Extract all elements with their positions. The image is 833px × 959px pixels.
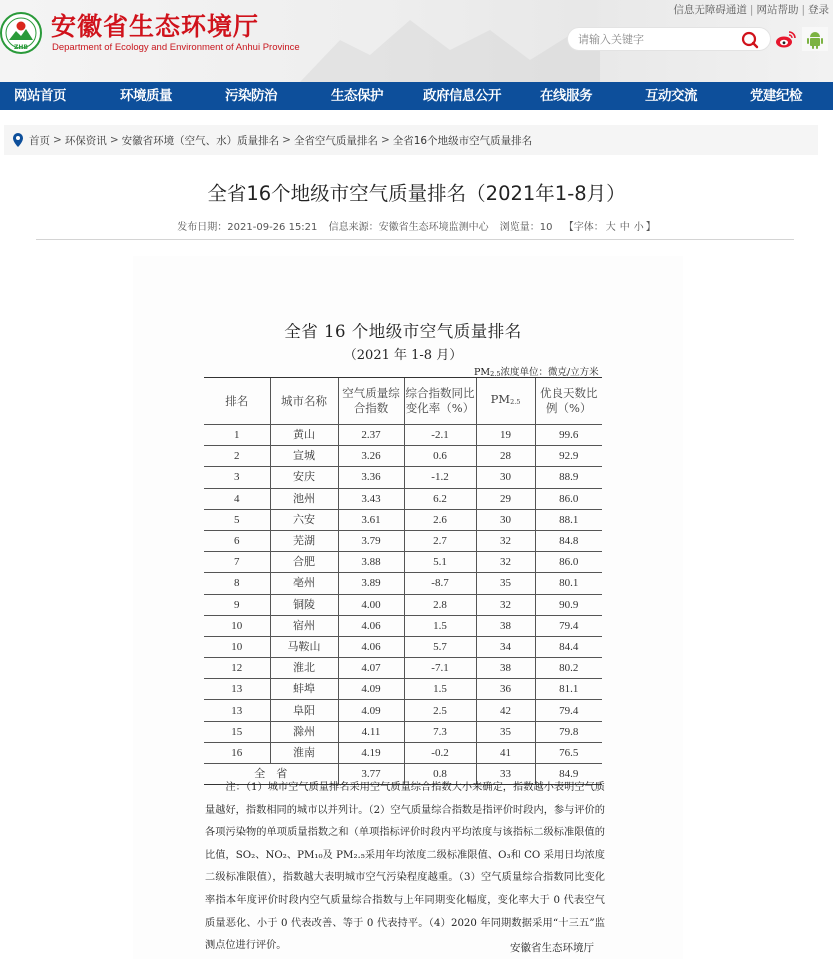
- cell-city: 池州: [270, 488, 338, 509]
- cell-good: 92.9: [535, 446, 602, 467]
- search-icon[interactable]: [740, 30, 760, 50]
- views-count: 10: [539, 222, 553, 233]
- publish-date: 2021-09-26 15:21: [227, 222, 318, 233]
- search-input[interactable]: [578, 31, 738, 48]
- table-row: [204, 488, 602, 509]
- accessibility-link[interactable]: 信息无障碍通道: [673, 4, 747, 16]
- cell-change: -0.2: [404, 742, 476, 763]
- breadcrumb-news[interactable]: 环保资讯: [64, 134, 107, 147]
- table-row: [204, 700, 602, 721]
- cell-total-pm25: 33: [476, 764, 535, 785]
- font-size-large[interactable]: 大: [605, 222, 616, 233]
- cell-pm25: 34: [476, 636, 535, 657]
- document-notes: 注：（1）城市空气质量排名采用空气质量综合指数大小来确定，指数越小表明空气质量越好，指数相同的城市以并列计。（2）空气质量综合指数是指评价时段内，参与评价的各项污染物的单项质量指数之和（单项指标评价时段内平均浓度与该指标二级标准限值的比值，SO₂、NO₂、PM₁₀及 PM₂.₅采用年均浓度二级标准限值、O₃和 CO 采用日均浓度二级标准限值），指数越大表明城市空气污染程度越重。（3）空气质量综合指数同比变化率指本年度评价时段内空气质量综合指数与上年同期变化幅度，变化率大于 0 代表空气质量恶化、小于 0 代表改善、等于 0 代表持平。（4）2020 年同期数据采用“十三五”监测点位进行评价。: [205, 782, 605, 952]
- cell-city: 铜陵: [270, 594, 338, 615]
- cell-total-index: 3.77: [338, 764, 404, 785]
- cell-city: 滁州: [270, 721, 338, 742]
- cell-good: 81.1: [535, 679, 602, 700]
- nav-item-online-service[interactable]: 在线服务: [540, 88, 592, 104]
- cell-city: 宣城: [270, 446, 338, 467]
- separator: |: [801, 4, 805, 16]
- cell-good: 86.0: [535, 488, 602, 509]
- cell-index: 4.06: [338, 615, 404, 636]
- cell-pm25: 42: [476, 700, 535, 721]
- cell-index: 3.61: [338, 509, 404, 530]
- article-title: 全省16个地级市空气质量排名（2021年1-8月）: [207, 182, 626, 205]
- table-row: [204, 573, 602, 594]
- cell-pm25: 30: [476, 509, 535, 530]
- cell-index: 4.11: [338, 721, 404, 742]
- cell-index: 3.88: [338, 552, 404, 573]
- cell-rank: 1: [204, 425, 270, 446]
- cell-pm25: 36: [476, 679, 535, 700]
- cell-change: -8.7: [404, 573, 476, 594]
- cell-change: 5.7: [404, 636, 476, 657]
- nav-item-gov-info[interactable]: 政府信息公开: [423, 88, 501, 104]
- cell-pm25: 32: [476, 530, 535, 551]
- cell-rank: 6: [204, 530, 270, 551]
- source: 安徽省生态环境监测中心: [378, 222, 489, 233]
- nav-item-environment-quality[interactable]: 环境质量: [120, 88, 172, 104]
- ranking-table: [204, 377, 602, 785]
- cell-good: 99.6: [535, 425, 602, 446]
- cell-change: 2.8: [404, 594, 476, 615]
- cell-change: 2.5: [404, 700, 476, 721]
- cell-city: 淮北: [270, 658, 338, 679]
- breadcrumb-separator: >: [380, 134, 390, 146]
- nav-item-ecology-protection[interactable]: 生态保护: [331, 88, 383, 104]
- breadcrumb-current[interactable]: 全省16个地级市空气质量排名: [392, 134, 533, 147]
- cell-change: -7.1: [404, 658, 476, 679]
- cell-rank: 5: [204, 509, 270, 530]
- cell-pm25: 41: [476, 742, 535, 763]
- cell-rank: 4: [204, 488, 270, 509]
- nav-item-pollution-control[interactable]: 污染防治: [225, 88, 277, 104]
- table-row: [204, 446, 602, 467]
- font-size-label-close: 】: [645, 222, 656, 233]
- divider: [36, 239, 794, 240]
- cell-pm25: 35: [476, 721, 535, 742]
- cell-city: 阜阳: [270, 700, 338, 721]
- table-row: [204, 594, 602, 615]
- col-pm25: $PM_{2.5}$: [476, 378, 535, 425]
- cell-index: 3.79: [338, 530, 404, 551]
- table-row: [204, 530, 602, 551]
- cell-change: 1.5: [404, 615, 476, 636]
- cell-change: 0.6: [404, 446, 476, 467]
- table-row: [204, 615, 602, 636]
- site-title: 安徽省生态环境厅: [51, 12, 260, 41]
- cell-index: 2.37: [338, 425, 404, 446]
- svg-text:ZHB: ZHB: [14, 44, 28, 51]
- cell-good: 76.5: [535, 742, 602, 763]
- separator: |: [749, 4, 754, 16]
- cell-rank: 10: [204, 615, 270, 636]
- android-button[interactable]: [802, 27, 828, 51]
- nav-item-home[interactable]: 网站首页: [14, 88, 66, 104]
- cell-index: 4.09: [338, 679, 404, 700]
- cell-index: 3.36: [338, 467, 404, 488]
- cell-index: 3.43: [338, 488, 404, 509]
- cell-good: 88.9: [535, 467, 602, 488]
- cell-rank: 9: [204, 594, 270, 615]
- logo-icon: [0, 6, 42, 60]
- cell-total-change: 0.8: [404, 764, 476, 785]
- cell-index: 4.00: [338, 594, 404, 615]
- main-nav: [0, 82, 833, 110]
- breadcrumb-home[interactable]: 首页: [29, 134, 50, 147]
- cell-good: 84.4: [535, 636, 602, 657]
- table-row: [204, 742, 602, 763]
- col-good-days: 优良天数比 例（%）: [535, 378, 602, 425]
- nav-item-interaction[interactable]: 互动交流: [645, 88, 697, 104]
- breadcrumb-quality-ranking[interactable]: 安徽省环境（空气、水）质量排名: [121, 134, 280, 147]
- cell-index: 4.06: [338, 636, 404, 657]
- col-city: 城市名称: [270, 378, 338, 425]
- cell-city: 蚌埠: [270, 679, 338, 700]
- mountain-background: [300, 0, 600, 82]
- cell-rank: 16: [204, 742, 270, 763]
- views-label: 浏览量：: [499, 222, 540, 233]
- breadcrumb-separator: >: [109, 134, 119, 146]
- cell-change: 1.5: [404, 679, 476, 700]
- search-box: [567, 27, 771, 51]
- cell-rank: 7: [204, 552, 270, 573]
- cell-rank: 13: [204, 679, 270, 700]
- document-subtitle: （2021 年 1-8 月）: [343, 348, 463, 363]
- font-size-medium[interactable]: 中: [619, 222, 630, 233]
- cell-good: 88.1: [535, 509, 602, 530]
- cell-index: 4.09: [338, 700, 404, 721]
- cell-good: 79.4: [535, 615, 602, 636]
- cell-good: 84.8: [535, 530, 602, 551]
- table-row: [204, 658, 602, 679]
- cell-pm25: 29: [476, 488, 535, 509]
- cell-rank: 3: [204, 467, 270, 488]
- cell-city: 宿州: [270, 615, 338, 636]
- table-row: [204, 636, 602, 657]
- cell-change: 2.6: [404, 509, 476, 530]
- cell-city: 合肥: [270, 552, 338, 573]
- cell-pm25: 28: [476, 446, 535, 467]
- table-row: [204, 552, 602, 573]
- cell-good: 80.2: [535, 658, 602, 679]
- weibo-icon[interactable]: [775, 29, 797, 49]
- nav-item-party-discipline[interactable]: 党建纪检: [750, 88, 802, 104]
- site-header: [0, 0, 833, 82]
- font-size-small[interactable]: 小: [633, 222, 644, 233]
- cell-change: 6.2: [404, 488, 476, 509]
- cell-total-good: 84.9: [535, 764, 602, 785]
- cell-city: 芜湖: [270, 530, 338, 551]
- col-change: 综合指数同比 变化率（%）: [404, 378, 476, 425]
- cell-rank: 10: [204, 636, 270, 657]
- top-links: [673, 2, 829, 17]
- location-pin-icon: [12, 133, 24, 147]
- cell-pm25: 19: [476, 425, 535, 446]
- cell-index: 4.07: [338, 658, 404, 679]
- cell-good: 79.4: [535, 700, 602, 721]
- cell-rank: 8: [204, 573, 270, 594]
- breadcrumb-air-ranking[interactable]: 全省空气质量排名: [293, 134, 378, 147]
- cell-good: 86.0: [535, 552, 602, 573]
- cell-pm25: 35: [476, 573, 535, 594]
- font-size-label: 【字体：: [563, 222, 604, 233]
- cell-city: 安庆: [270, 467, 338, 488]
- cell-city: 六安: [270, 509, 338, 530]
- site-subtitle: Department of Ecology and Environment of Anhui Province: [52, 42, 300, 53]
- unit-note: $PM_{2.5}$浓度单位：微克/立方米: [474, 367, 599, 378]
- cell-city: 马鞍山: [270, 636, 338, 657]
- android-icon: [802, 27, 828, 51]
- cell-city: 黄山: [270, 425, 338, 446]
- help-link[interactable]: 网站帮助: [756, 4, 799, 16]
- cell-total-label: 全 省: [204, 764, 338, 785]
- table-row: [204, 425, 602, 446]
- table-row: [204, 721, 602, 742]
- cell-rank: 2: [204, 446, 270, 467]
- cell-index: 3.26: [338, 446, 404, 467]
- breadcrumb-separator: >: [53, 134, 62, 146]
- publish-date-label: 发布日期：: [177, 222, 228, 233]
- table-header-row: [204, 378, 602, 425]
- cell-rank: 13: [204, 700, 270, 721]
- cell-rank: 12: [204, 658, 270, 679]
- login-link[interactable]: 登录: [808, 4, 829, 16]
- cell-city: 亳州: [270, 573, 338, 594]
- table-row: [204, 509, 602, 530]
- col-index: 空气质量综 合指数: [338, 378, 404, 425]
- cell-pm25: 38: [476, 615, 535, 636]
- table-row: [204, 467, 602, 488]
- cell-pm25: 32: [476, 594, 535, 615]
- cell-change: 2.7: [404, 530, 476, 551]
- breadcrumb-separator: >: [282, 134, 291, 146]
- cell-good: 90.9: [535, 594, 602, 615]
- cell-pm25: 30: [476, 467, 535, 488]
- source-label: 信息来源：: [328, 222, 379, 233]
- cell-change: -1.2: [404, 467, 476, 488]
- cell-good: 80.1: [535, 573, 602, 594]
- cell-change: 7.3: [404, 721, 476, 742]
- breadcrumb: [4, 125, 818, 155]
- cell-change: 5.1: [404, 552, 476, 573]
- cell-change: -2.1: [404, 425, 476, 446]
- cell-rank: 15: [204, 721, 270, 742]
- document-title: 全省 16 个地级市空气质量排名: [284, 322, 522, 341]
- col-rank: 排名: [204, 378, 270, 425]
- cell-index: 4.19: [338, 742, 404, 763]
- cell-index: 3.89: [338, 573, 404, 594]
- cell-pm25: 32: [476, 552, 535, 573]
- article-meta: [0, 218, 833, 233]
- document-signature: 安徽省生态环境厅: [510, 942, 594, 954]
- cell-pm25: 38: [476, 658, 535, 679]
- cell-good: 79.8: [535, 721, 602, 742]
- table-row: [204, 679, 602, 700]
- cell-city: 淮南: [270, 742, 338, 763]
